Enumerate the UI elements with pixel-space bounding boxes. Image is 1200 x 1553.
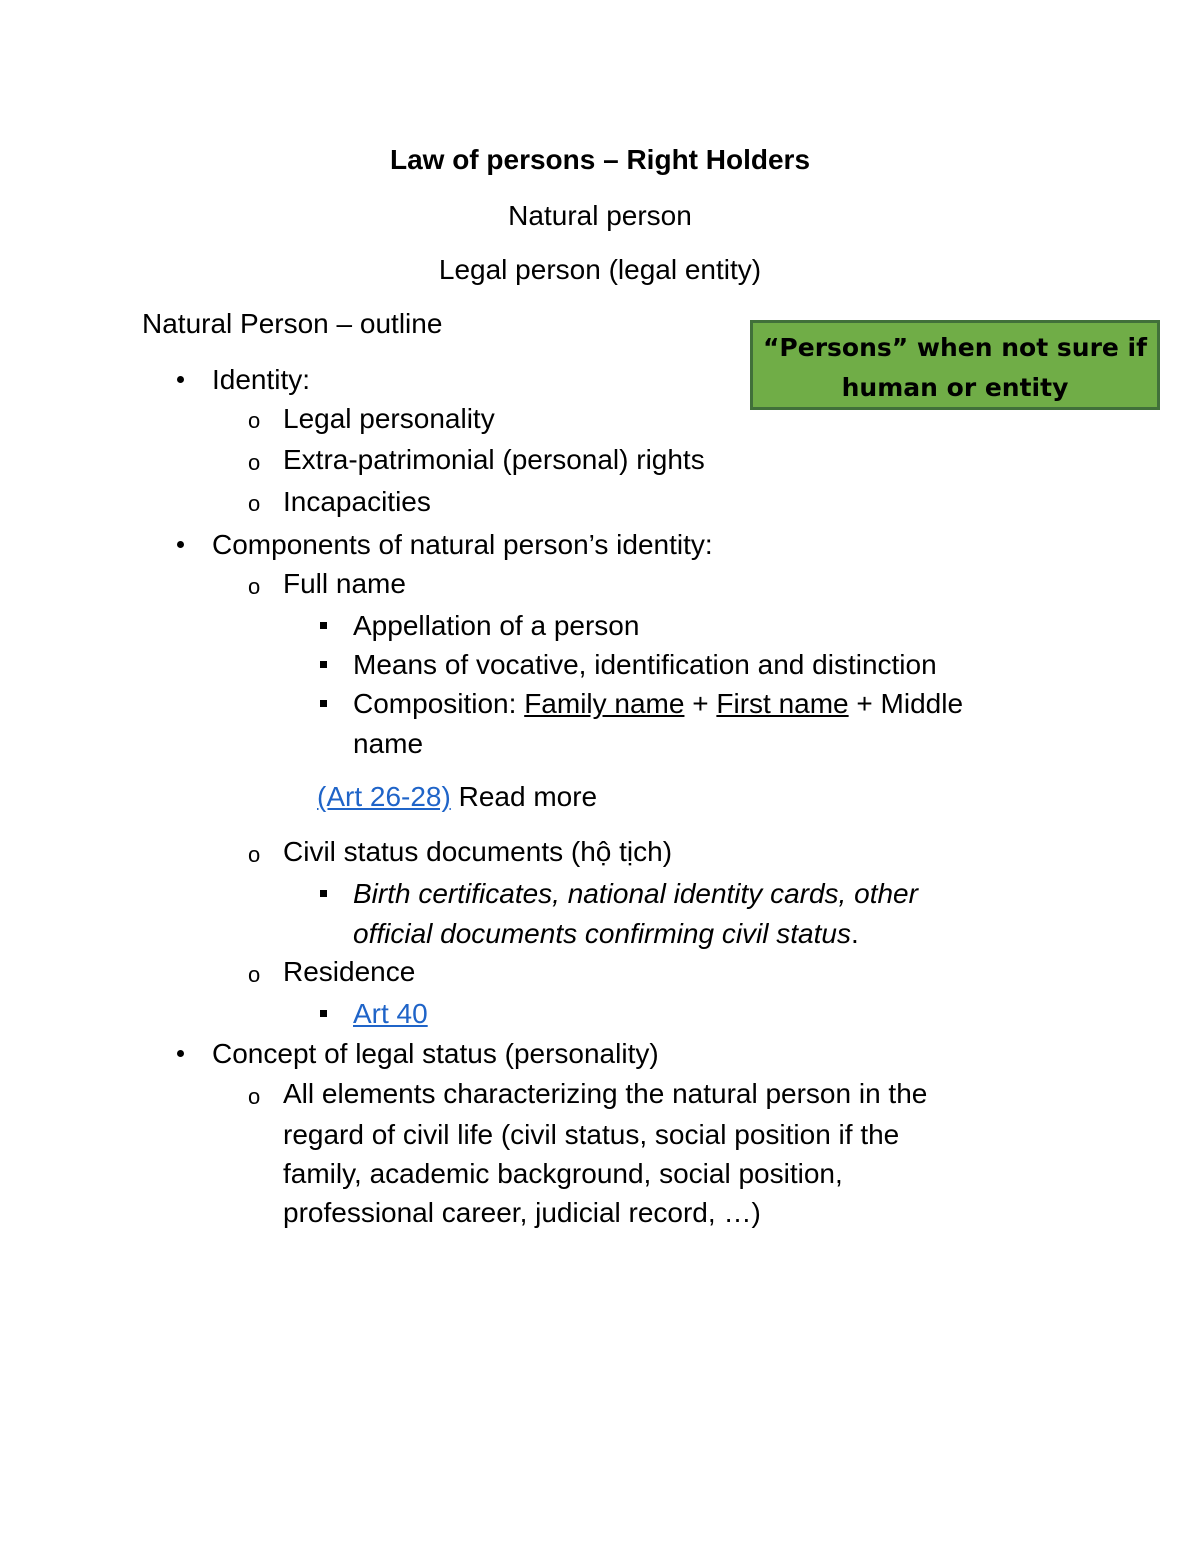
composition-prefix: Composition: [353,688,525,719]
concept-line: regard of civil life (civil status, social position if the [283,1119,900,1150]
full-name-label: Full name [283,568,406,599]
concept-line: professional career, judicial record, …) [283,1197,761,1228]
full-name-item: Appellation of a person [353,610,640,641]
family-name-term: Family name [524,688,685,719]
concept-line: family, academic background, social position, [283,1158,843,1189]
page-title: Law of persons – Right Holders [389,144,811,175]
bullet-icon [177,541,184,548]
identity-label: Identity: [212,364,311,395]
circle-bullet-icon: o [248,842,261,867]
subtitle-natural-person: Natural person [508,200,692,231]
concept-label: Concept of legal status (personality) [212,1038,659,1069]
square-bullet-icon [320,700,327,707]
identity-item: Extra-patrimonial (personal) rights [283,444,705,475]
middle-name-term: + Middle [848,688,964,719]
art-26-28-link[interactable]: (Art 26-28) [317,781,451,812]
note-line-2: human or entity [841,373,1069,402]
composition-continuation: name [353,728,424,759]
components-label: Components of natural person’s identity: [212,529,713,560]
identity-item: Incapacities [283,486,431,517]
circle-bullet-icon: o [248,1084,261,1109]
circle-bullet-icon: o [248,491,261,516]
composition-line [353,690,963,718]
square-bullet-icon [320,661,327,668]
square-bullet-icon [320,890,327,897]
civil-status-line-2-wrap [353,920,859,948]
art-40-link[interactable]: Art 40 [353,998,428,1029]
civil-status-label: Civil status documents (hộ tịch) [283,836,673,867]
bullet-icon [177,376,184,383]
civil-status-period: . [850,918,859,949]
outline-heading: Natural Person – outline [142,308,443,339]
first-name-term: First name [716,688,849,719]
full-name-item: Means of vocative, identification and distinction [353,649,937,680]
plus-sign: + [684,688,717,719]
note-line-1: “Persons” when not sure if [763,333,1147,362]
civil-status-line-2: official documents confirming civil status [353,918,851,949]
circle-bullet-icon: o [248,408,261,433]
bullet-icon [177,1050,184,1057]
residence-label: Residence [283,956,416,987]
identity-item: Legal personality [283,403,495,434]
square-bullet-icon [320,1010,327,1017]
civil-status-line-1: Birth certificates, national identity cards, other [353,878,918,909]
read-more-line [317,783,597,811]
read-more-text: Read more [450,781,598,812]
concept-line: All elements characterizing the natural person in the [283,1078,928,1109]
circle-bullet-icon: o [248,574,261,599]
circle-bullet-icon: o [248,962,261,987]
square-bullet-icon [320,622,327,629]
subtitle-legal-person: Legal person (legal entity) [438,254,762,285]
circle-bullet-icon: o [248,450,261,475]
note-callout-box [750,320,1160,410]
